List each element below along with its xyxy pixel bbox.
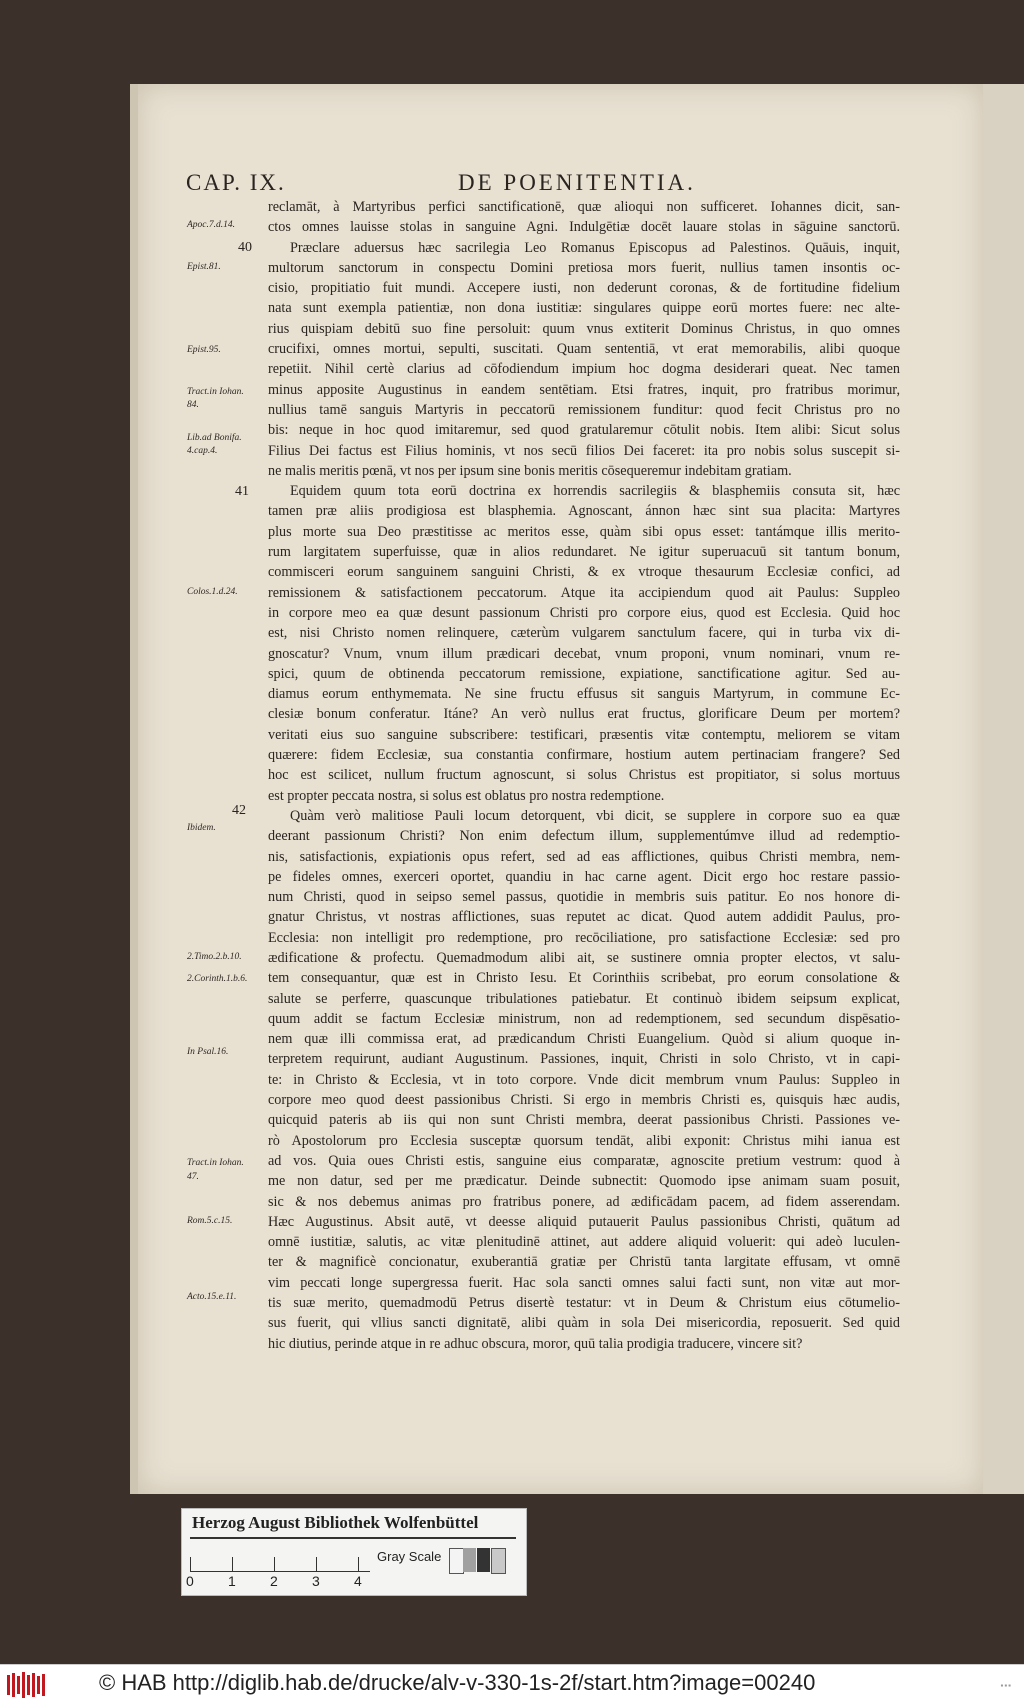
text-line: multorum sanctorum in conspectu Domini pretiosa mors fuerit, nullius tamen insontis oc-: [268, 259, 900, 276]
text-line: quum addit se factum Ecclesiæ ministrum, non ad redemptionem, sed secundum dispēsatio-: [268, 1010, 900, 1027]
text-line: salute se perferre, quascunque tribulationes patiebatur. Et continuò ibidem seipsum explicat,: [268, 990, 900, 1007]
section-number: 40: [238, 240, 252, 255]
margin-note: In Psal.16.: [187, 1047, 229, 1057]
ruler-number: 3: [312, 1573, 320, 1589]
text-line: reclamāt, à Martyribus perfici sanctificationē, quæ alioqui non sufficeret. Iohannes dicit, san-: [268, 199, 900, 215]
margin-note: 84.: [187, 400, 199, 410]
margin-note: Tract.in Iohan.: [187, 387, 244, 397]
gray-patch-light: [463, 1548, 476, 1572]
text-line: gnoscatur? Vnum, vnum illum prædicari decebat, vnum proponi, vnum nominari, vnum re-: [268, 645, 900, 662]
text-line: nem quæ illi commissa erat, ad prædicandum Christi Euangelium. Quòd si alium quoque in-: [268, 1031, 900, 1048]
margin-note: Apoc.7.d.14.: [187, 220, 236, 230]
text-line: tamen præ aliis prodigiosa est blasphemia. Agnoscant, ánnon hæc sint sua placita: Martyres: [268, 503, 900, 520]
ruler-number: 1: [228, 1573, 236, 1589]
margin-note: 47.: [187, 1172, 199, 1182]
footer-bar: [0, 1664, 1024, 1705]
section-number: 42: [232, 803, 246, 818]
text-line: gnatur Christus, vt nostras afflictiones, suas reputet ac dicat. Quod autem addidit Paulus, pro-: [268, 909, 900, 926]
gray-patch-white: [449, 1548, 464, 1574]
text-line: Præclare aduersus hæc sacrilegia Leo Romanus Episcopus ad Palestinos. Quāuis, inquit,: [290, 239, 900, 256]
gray-scale-label: Gray Scale: [377, 1549, 442, 1564]
margin-note: 2.Corinth.1.b.6.: [187, 974, 248, 984]
text-line: te: in Christo & Ecclesia, vt in toto corpore. Vnde dicit membrum vnum Paulus: Suppleo in: [268, 1071, 900, 1088]
margin-note: Rom.5.c.15.: [187, 1216, 233, 1226]
text-line: Equidem quum tota eorū doctrina ex horrendis sacrilegiis & blasphemiis consuta sit, hæc: [290, 483, 900, 500]
text-line: commisceri eorum sanguinem sanguini Christi, & ex vtroque thesaurum Ecclesiæ confici, ad: [268, 564, 900, 581]
text-line: corpore meo quod deest passionibus Christi. Si ergo in membris Christi es, quisquis hæc audis,: [268, 1092, 900, 1109]
text-line: hoc est scilicet, nullum fructum agnoscunt, si solus Christus est propitiator, si solus mortuus: [268, 767, 900, 784]
text-line: crucifixi, omnes mortui, sepulti, suscitati. Quam sententiā, vt erat memorabilis, alibi quoque: [268, 341, 900, 358]
text-line: in corpore meo ea quæ desunt passionum Christi pro corpore eius, quod est Ecclesia. Quid hoc: [268, 604, 900, 621]
text-line: omnē iustitiæ, salutis, ac vitæ plenitudinē attinet, aut addere aliquid voluerit: qui adeò luculen-: [268, 1234, 900, 1251]
text-line: Filius Dei factus est Filius hominis, vt nos secū filios Dei faceret: ita pro nobis solus suscepit si-: [268, 442, 900, 459]
ruler-number: 4: [354, 1573, 362, 1589]
text-line: nata sunt exempla patientiæ, non dona iustitiæ: singulares quippe eorū mortes fuere: nec alte-: [268, 300, 900, 317]
text-line: ter & magnificè concionatur, exuberantiā gratiæ per Christū tanta largitate effusam, vt omnē: [268, 1254, 900, 1271]
gray-patch-mid: [491, 1548, 506, 1574]
text-line: hic diutius, perinde atque in re adhuc obscura, moror, quū talia prodigia traducere, vincere sit?: [268, 1335, 803, 1352]
text-line: plus morte sua Deo præstitisse ac meritos esse, quàm sibi opus esset: tantámque illis merito-: [268, 523, 900, 540]
footer-url[interactable]: © HAB http://diglib.hab.de/drucke/alv-v-330-1s-2f/start.htm?image=00240: [99, 1670, 816, 1695]
text-line: me non datur, sed per me prædicatur. Deinde subnectit: Quomodo ipse animam suam posuit,: [268, 1173, 900, 1190]
text-line: rò Apostolorum pro Ecclesia susceptæ quorsum tendāt, alibi exponit: Christus mihi ianua est: [268, 1132, 900, 1149]
text-line: cisio, propitiatio fuit mundi. Accepere iusti, non dederunt coronas, & de fortitudine fidelium: [268, 280, 900, 297]
text-line: quicquid pateris ab iis qui non sunt Christi membra, deerat passionibus Christi. Passiones ve-: [268, 1112, 900, 1129]
text-line: tem consequantur, quæ est in Christo Iesu. Et Corinthiis scribebat, pro eorum consolatione &: [268, 970, 900, 987]
chapter-heading: CAP. IX.: [186, 170, 286, 195]
text-line: remissionem & satisfactionem peccatorum. Atque ita accipiendum quod ait Paulus: Suppleo: [268, 584, 900, 601]
text-line: est propter peccata nostra, si solus est oblatus pro nostra redemptione.: [268, 787, 665, 804]
color-card: [181, 1508, 527, 1596]
footer-mark: ▪▪▪: [1000, 1681, 1012, 1690]
body-text: [268, 197, 900, 1354]
text-line: ædificatione & profectu. Quemadmodum alibi ait, se sustinere omnia propter electos, vt salu-: [268, 949, 900, 966]
text-line: veritati eius suo sanguine subscribere: testificari, præsentis vitæ contemptu, meliorem se vitam: [268, 726, 900, 743]
margin-note: Colos.1.d.24.: [187, 587, 238, 597]
text-line: tis suæ merito, quemadmodū Petrus disertè testatur: vt in Deum & Christum eius cōtumelio-: [268, 1295, 900, 1312]
text-line: sic & nos debemus animas pro fratribus ponere, ad ædificādam pacem, ad fidem asserendam.: [268, 1193, 900, 1210]
text-line: pe fideles omnes, exerceri oportet, quandiu in hac carne agent. Dicit ergo hoc restare passio-: [268, 868, 900, 885]
margin-note: 2.Timo.2.b.10.: [187, 952, 242, 962]
text-line: Ecclesia: non intelligit pro redemptione, pro recōciliatione, pro satisfactione Ecclesiæ: sed pro: [268, 929, 900, 946]
text-line: diamus eorum enthymemata. Ne sine fructu effusus sit sanguis Martyrum, in commune Ec-: [268, 686, 900, 703]
hab-logo-icon: [6, 1671, 46, 1699]
text-line: ne malis meritis pœnā, vt nos per ipsum sine bonis meritis cōsequeremur indebitam gratiam.: [268, 462, 792, 479]
text-line: quærere: fidem Ecclesiæ, sua constantia confirmare, hostium autem pertinaciam frangere? Sed: [268, 747, 900, 764]
margin-note: 4.cap.4.: [187, 446, 218, 456]
text-line: Hæc Augustinus. Absit autē, vt deesse aliquid putauerit Paulus passionibus Christi, quātum ad: [268, 1213, 900, 1230]
text-line: ad vos. Quia oues Christi estis, sanguine eius comparatæ, agnoscite pretium vestrum: quod à: [268, 1152, 900, 1169]
text-line: clesiæ bonum conferatur. Itáne? An verò nullus erat fructus, glorificare Deum per mortem?: [268, 706, 900, 723]
card-title: Herzog August Bibliothek Wolfenbüttel: [192, 1513, 479, 1532]
margin-note: Acto.15.e.11.: [187, 1292, 237, 1302]
text-line: sus fuerit, qui vllius sancti dignitatē, alibi quàm in sola Dei misericordia, reposuerit. Sed quid: [268, 1315, 900, 1332]
page-title: DE POENITENTIA.: [458, 170, 696, 195]
margin-note: Lib.ad Bonifa.: [187, 433, 242, 443]
text-line: spici, quum de obtinenda peccatorum remissione, expiatione, sanctificatione agitur. Sed au-: [268, 665, 900, 682]
text-line: vim peccati longe supergressa fuerit. Hac sola sancti omnes salui facti sunt, non vitæ aut mor-: [268, 1274, 900, 1291]
text-line: rum largitatem superfuisse, quæ in alios redundaret. Ne igitur superuacuū sit tantum bonum,: [268, 544, 900, 561]
text-line: rius quispiam debitū suo fine persoluit: quum vnus extiterit Dominus Christus, in quo omnes: [268, 320, 900, 337]
section-number: 41: [235, 484, 249, 499]
margin-note: Ibidem.: [187, 823, 216, 833]
text-line: num Christi, quod in seipso semel passus, quotidie in membris suis patitur. Eo nos honore di-: [268, 889, 900, 906]
text-line: repetiit. Nihil certè clarius ad cōfodiendum impium hoc dogma desiderari queat. Nec tamen: [268, 361, 900, 378]
gray-patch-dark: [477, 1548, 490, 1572]
text-line: minus apposite Augustinus in eandem sentētiam. Etsi fratres, inquit, pro fratribus morimur,: [268, 381, 900, 398]
page-right-strip: [983, 84, 1024, 1494]
card-rule: [190, 1537, 516, 1539]
ruler-number: 2: [270, 1573, 278, 1589]
ruler: [190, 1543, 370, 1572]
margin-note: Epist.95.: [187, 345, 221, 355]
text-line: nis, satisfactionis, expiationis opus refert, sed ad eas afflictiones, quibus Christi membra, nem-: [268, 848, 900, 865]
text-line: nullius tamē sanguis Martyris in peccatorū remissionem funditur: quod fecit Christus pro no: [268, 401, 900, 418]
margin-note: Tract.in Iohan.: [187, 1158, 244, 1168]
text-line: deerant passionum Christi? Non enim defectum illum, supplementúmve illud ad redemptio-: [268, 828, 900, 845]
text-line: Quàm verò malitiose Pauli locum detorquent, vbi dicit, se supplere in corpore suo ea quæ: [290, 807, 900, 824]
text-line: est, nisi Christo nomen relinquere, cæterùm vulgarem sanctulum facere, qui in turba vix di-: [268, 625, 900, 642]
margin-note: Epist.81.: [187, 262, 221, 272]
text-line: terpretem requirunt, audiant Augustinum. Passiones, inquit, Christi in solo Christo, vt in capi-: [268, 1051, 900, 1068]
text-line: bis: neque in hoc quod imitaremur, sed quod gratularemur cōtulit nobis. Item alibi: Sicut solus: [268, 422, 900, 439]
text-line: ctos omnes lauisse stolas in sanguine Agni. Indulgētiæ docēt lauare stolas in sāguine sanctorū.: [268, 219, 900, 236]
ruler-number: 0: [186, 1573, 194, 1589]
